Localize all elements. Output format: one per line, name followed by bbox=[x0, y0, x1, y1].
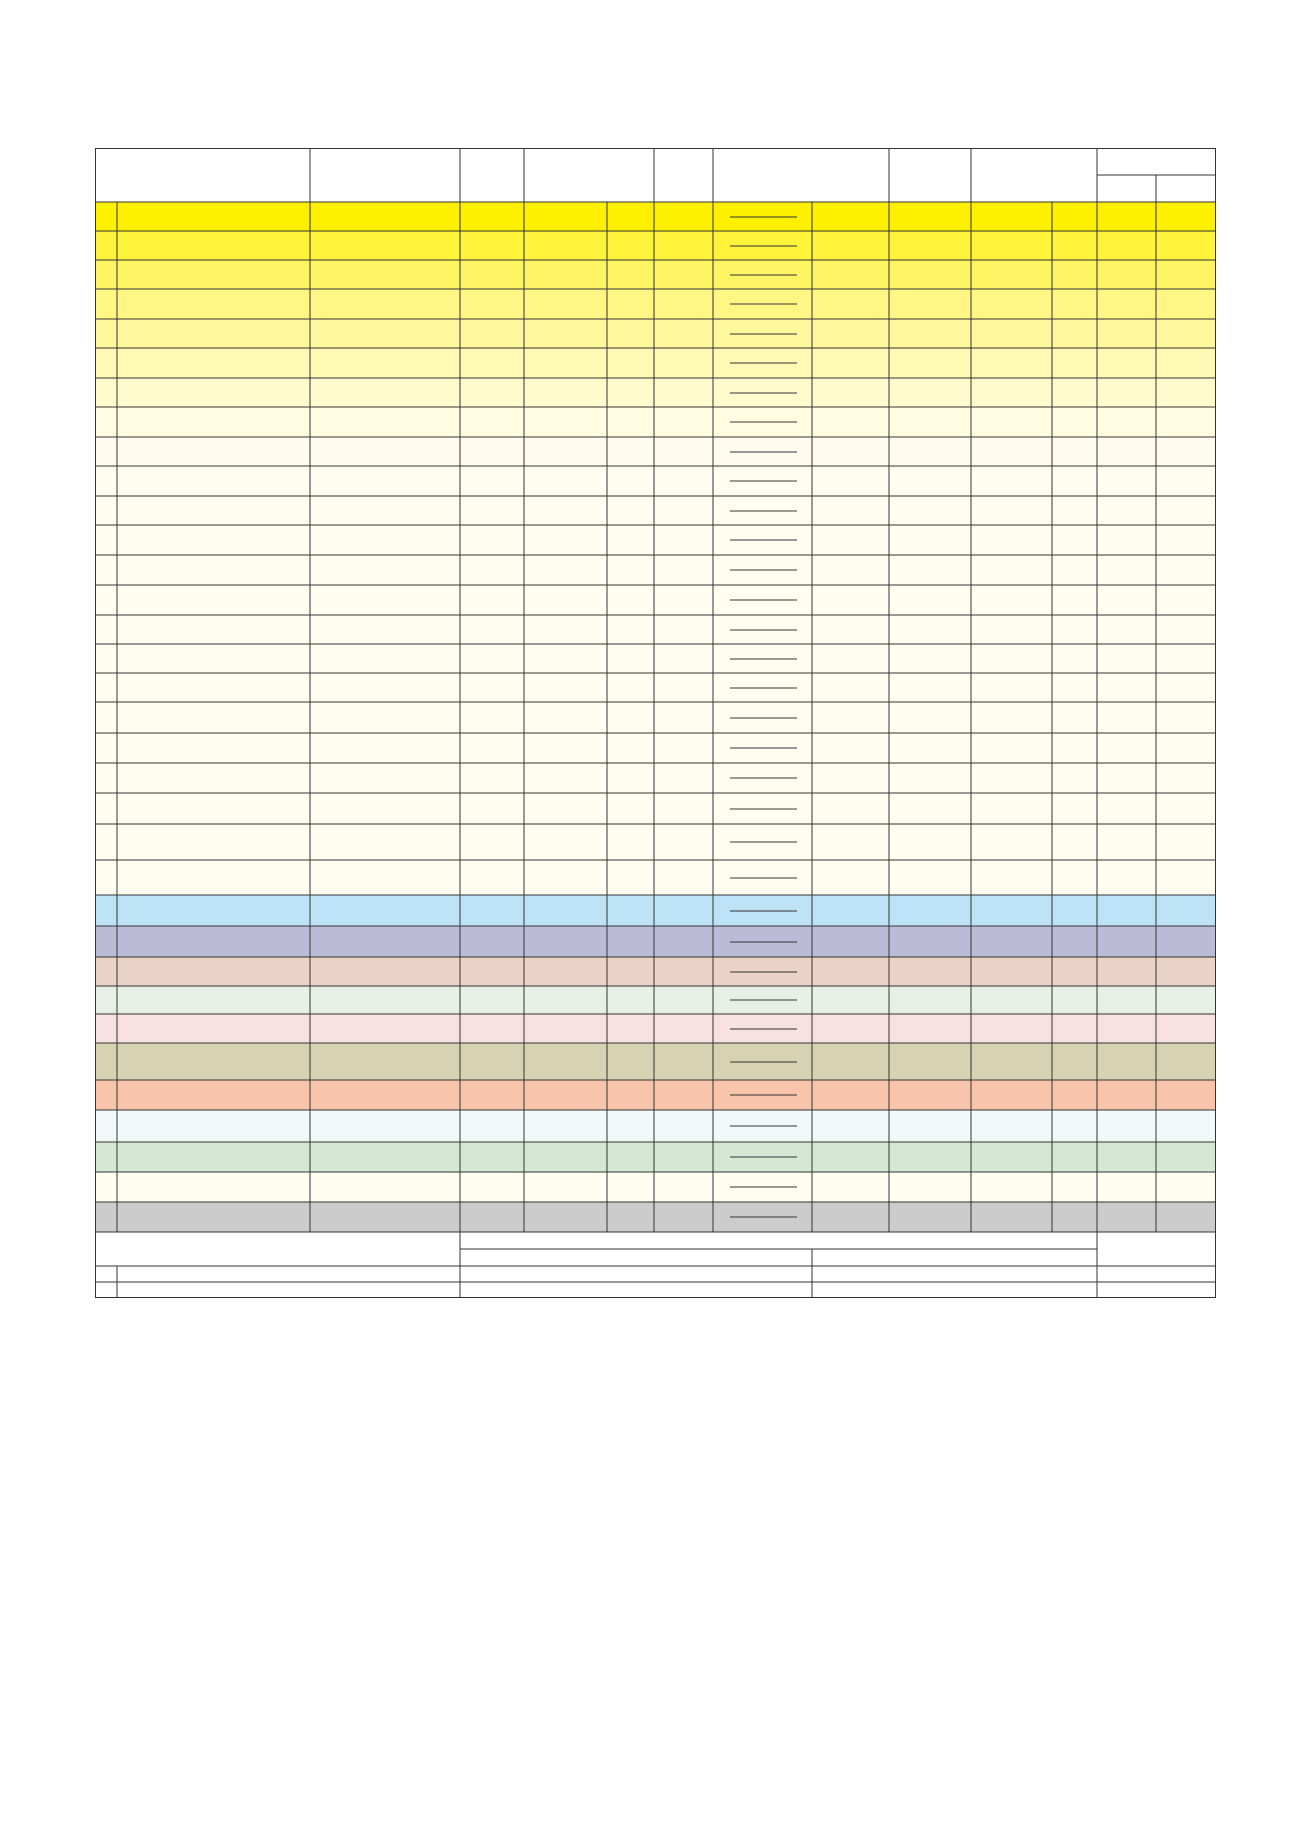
row-fill bbox=[95, 437, 1216, 466]
row-fill bbox=[95, 466, 1216, 496]
row-fill bbox=[95, 1202, 1216, 1232]
row-fill bbox=[95, 231, 1216, 260]
row-fill bbox=[95, 673, 1216, 702]
row-fill bbox=[95, 555, 1216, 585]
row-fill bbox=[95, 378, 1216, 407]
row-fill bbox=[95, 260, 1216, 289]
blank-form-sheet bbox=[94, 148, 1217, 1298]
row-fill bbox=[95, 1014, 1216, 1043]
row-fill bbox=[95, 202, 1216, 231]
row-fill bbox=[95, 793, 1216, 824]
row-fill bbox=[95, 644, 1216, 673]
row-fill bbox=[95, 763, 1216, 793]
row-fill bbox=[95, 525, 1216, 555]
row-fill bbox=[95, 702, 1216, 733]
form-grid bbox=[94, 148, 1217, 1298]
row-fill bbox=[95, 986, 1216, 1014]
row-fill bbox=[95, 957, 1216, 986]
row-fill bbox=[95, 496, 1216, 525]
row-fill bbox=[95, 289, 1216, 319]
row-fill bbox=[95, 1172, 1216, 1202]
row-fill bbox=[95, 348, 1216, 378]
row-fill bbox=[95, 860, 1216, 895]
row-fill bbox=[95, 895, 1216, 926]
row-fill bbox=[95, 733, 1216, 763]
row-fill bbox=[95, 319, 1216, 348]
row-fill bbox=[95, 1043, 1216, 1080]
row-fill bbox=[95, 1080, 1216, 1110]
row-fill bbox=[95, 926, 1216, 957]
row-fill bbox=[95, 407, 1216, 437]
row-fill bbox=[95, 585, 1216, 615]
row-fill bbox=[95, 1142, 1216, 1172]
row-fill bbox=[95, 1110, 1216, 1142]
row-fill bbox=[95, 824, 1216, 860]
row-fill bbox=[95, 615, 1216, 644]
